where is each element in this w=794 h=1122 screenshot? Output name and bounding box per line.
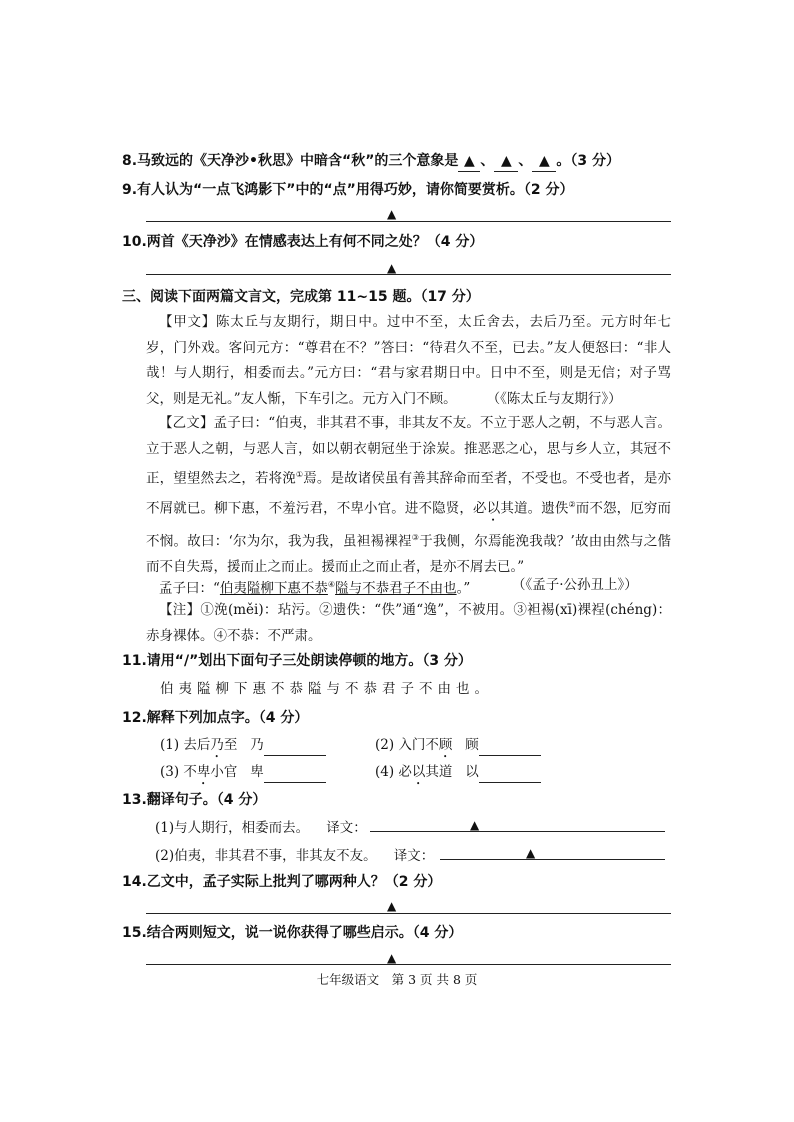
pause-sentence[interactable]: 伯夷隘柳下惠不恭隘与不恭君子不由也。 (160, 681, 493, 697)
answer-blank[interactable]: ▲ (532, 151, 556, 172)
q13-sentence-2: (2)伯夷，非其君不事，非其友不友。 译文： (155, 848, 435, 864)
answer-marker: ▲ (387, 899, 397, 913)
answer-marker: ▲ (387, 951, 397, 965)
notes: 【注】①浼(měi)：玷污。②遗佚：“佚”通“逸”，不被用。③袒裼(xī)裸裎(chéng)：赤身裸体。④不恭：不严肃。 (146, 602, 671, 644)
answer-line[interactable] (146, 913, 671, 914)
question-12: 12.解释下列加点字。（4 分） (122, 710, 309, 726)
answer-marker: ▲ (526, 846, 536, 860)
question-10: 10.两首《天净沙》在情感表达上有何不同之处？（4 分） (122, 234, 484, 250)
answer-marker: ▲ (470, 818, 480, 832)
question-11: 11.请用“/”划出下面句子三处朗读停顿的地方。（3 分） (122, 653, 472, 669)
passage-yi: 【乙文】孟子曰：“伯夷，非其君不事，非其友不友。不立于恶人之朝，不与恶人言。立于恶人之朝，与恶人言，如以朝衣朝冠坐于涂炭。推恶恶之心，思与乡人立，其冠不正，望望然去之，若将浼①焉。是故诸侯虽有善其辞命而至者，不受也。不受也者，是亦不屑就已。柳下惠，不羞污君，不卑小官。进不隐贤，必以其道。遗佚②而不怨，厄穷而不悯。故曰：‘尔为尔，我为我，虽袒裼裸裎③于我侧，尔焉能浼我哉？’故由由然与之偕而不自失焉，援而止之而止。援而止之而止者，是亦不屑去已。” (146, 415, 672, 575)
question-8: 8.马致远的《天净沙•秋思》中暗含“秋”的三个意象是 ▲ 、 ▲ 、 ▲ 。（3 分） (122, 151, 620, 172)
answer-line[interactable] (146, 964, 671, 965)
answer-blank[interactable] (264, 762, 326, 783)
q12-item-4: (4) 必以其道 以 (375, 762, 541, 788)
q12-item-2: (2) 入门不顾 顾 (375, 735, 541, 761)
answer-blank[interactable] (264, 735, 326, 756)
question-15: 15.结合两则短文，说一说你获得了哪些启示。（4 分） (122, 925, 463, 941)
answer-blank[interactable]: ▲ (458, 151, 480, 172)
answer-blank[interactable] (479, 735, 541, 756)
answer-line[interactable] (146, 221, 671, 222)
answer-line[interactable] (370, 831, 665, 832)
q12-item-1: (1) 去后乃至 乃 (160, 735, 326, 761)
answer-line[interactable] (440, 859, 665, 860)
answer-blank[interactable]: ▲ (494, 151, 518, 172)
question-13: 13.翻译句子。（4 分） (122, 792, 267, 808)
answer-marker: ▲ (387, 207, 397, 221)
question-14: 14.乙文中，孟子实际上批判了哪两种人？（2 分） (122, 874, 442, 890)
answer-marker: ▲ (387, 261, 397, 275)
q13-sentence-1: (1)与人期行，相委而去。 译文： (155, 820, 367, 836)
mencius-quote: 孟子曰：“伯夷隘柳下惠不恭④隘与不恭君子不由也。” (159, 580, 471, 597)
answer-blank[interactable] (479, 762, 541, 783)
question-9: 9.有人认为“一点飞鸿影下”中的“点”用得巧妙，请你简要赏析。（2 分） (122, 182, 574, 198)
passage-jia: 【甲文】陈太丘与友期行，期日中。过中不至，太丘舍去，去后乃至。元方时年七岁，门外戏。客问元方：“尊君在不？”答曰：“待君久不至，已去。”友人便怒曰：“非人哉！与人期行，相委而去。”元方曰：“君与家君期日中。日中不至，则是无信；对子骂父，则是无礼。”友人惭，下车引之。元方入门不顾。 （《陈太丘与友期行》） (146, 314, 671, 407)
q12-item-3: (3) 不卑小官 卑 (160, 762, 326, 788)
section-title: 三、阅读下面两篇文言文，完成第 11~15 题。（17 分） (122, 289, 480, 305)
page-footer: 七年级语文 第 3 页 共 8 页 (316, 972, 478, 987)
mencius-source: （《孟子·公孙丑上》） (512, 577, 638, 593)
answer-line[interactable] (146, 274, 671, 275)
